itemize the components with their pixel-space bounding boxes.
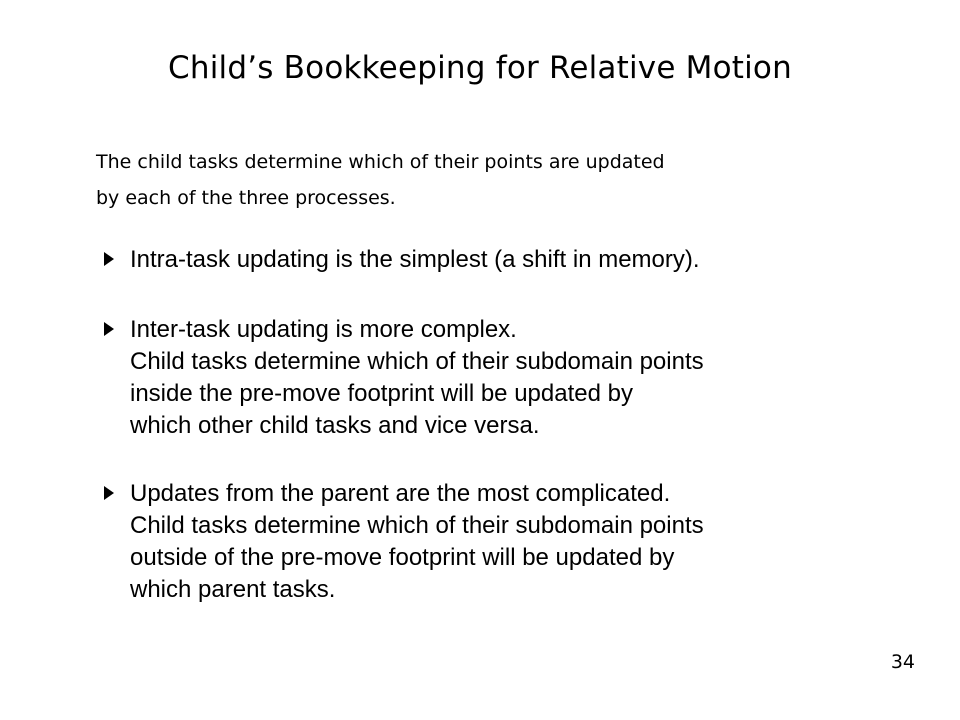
triangle-bullet-icon [104,322,114,336]
intro-line-1: The child tasks determine which of their points are updated [96,151,665,173]
bullet-line: Intra-task updating is the simplest (a shift in memory). [130,246,700,273]
page-number: 34 [890,651,915,673]
bullet-line: Updates from the parent are the most complicated. [130,480,671,507]
bullet-line: Child tasks determine which of their subdomain points [130,512,704,539]
bullet-line: outside of the pre-move footprint will be updated by [130,544,675,571]
bullet-line: Inter-task updating is more complex. [130,316,517,343]
intro-paragraph [96,144,836,216]
bullet-line: inside the pre-move footprint will be updated by [130,380,633,407]
bullet-line: which parent tasks. [130,576,336,603]
triangle-bullet-icon [104,486,114,500]
bullet-line: Child tasks determine which of their subdomain points [130,348,704,375]
triangle-bullet-icon [104,252,114,266]
intro-line-2: by each of the three processes. [96,187,396,209]
bullet-line: which other child tasks and vice versa. [130,412,540,439]
slide-title: Child’s Bookkeeping for Relative Motion [168,50,792,86]
